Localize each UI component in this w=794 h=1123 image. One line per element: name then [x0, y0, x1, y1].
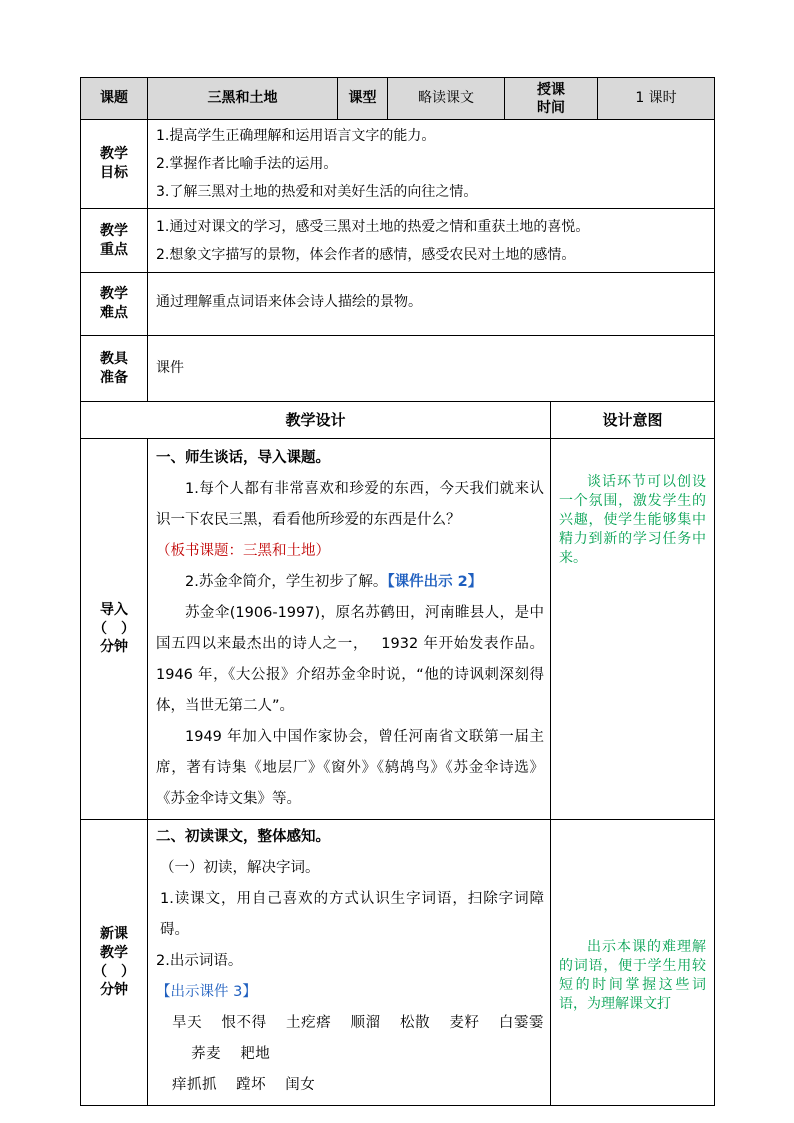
goals-label-text: 教学目标: [100, 146, 128, 181]
goal-item: 3.了解三黑对土地的热爱和对美好生活的向往之情。: [156, 184, 478, 200]
section-intro-label-line: （ ）: [93, 620, 135, 637]
design-header-row: [81, 402, 715, 439]
intent-header: 设计意图: [551, 402, 715, 439]
word: 白霎霎: [498, 1015, 545, 1031]
word: 痒抓抓: [172, 1077, 217, 1093]
section-new-sub: （一）初读，解决字词。: [160, 860, 320, 876]
section-new-label-line: （ ）: [93, 963, 135, 980]
section-intro-title: 一、师生谈话，导入课题。: [156, 450, 330, 466]
word: 恨不得: [221, 1015, 267, 1031]
key-point-item: 1.通过对课文的学习，感受三黑对土地的热爱之情和重获土地的喜悦。: [156, 218, 590, 235]
section-new-content: [148, 820, 551, 1106]
word: 蹚坏: [236, 1077, 267, 1093]
word: 荞麦: [191, 1046, 222, 1062]
section-new-label-line: 新课: [100, 925, 128, 942]
difficulties-label-text: 教学难点: [100, 286, 128, 321]
topic-label: 课题: [81, 78, 148, 120]
section-new-label-line: 教学: [100, 944, 128, 961]
section-new-p1: 1.读课文，用自己喜欢的方式认识生字词语，扫除字词障碍。: [160, 891, 544, 938]
section-intro-paragraph: [156, 567, 544, 598]
type-label: 课型: [338, 78, 388, 120]
time-value: 1 课时: [598, 78, 715, 120]
courseware-tag: 【课件出示 2】: [387, 574, 483, 590]
section-new-row: [81, 820, 715, 1106]
key-points-content: [148, 209, 715, 273]
difficulties-row: [81, 273, 715, 336]
design-header: 教学设计: [81, 402, 551, 439]
section-intro-paragraph: [156, 474, 544, 567]
section-intro-label-line: 分钟: [100, 639, 128, 656]
key-points-label-text: 教学重点: [100, 222, 128, 258]
section-intro-row: [81, 439, 715, 820]
lesson-plan-table: [80, 77, 715, 1106]
key-points-label: [81, 209, 148, 273]
section-new-label-line: 分钟: [100, 982, 128, 999]
difficulties-label: [81, 273, 148, 336]
word: 旱天: [172, 1015, 203, 1031]
author-works: 1949 年加入中国作家协会，曾任河南省文联第一届主席，著有诗集《地层厂》《窗外》《鸫鸪鸟》《苏金伞诗选》《苏金伞诗文集》等。: [156, 729, 544, 807]
goal-item: 2.掌握作者比喻手法的运用。: [156, 156, 338, 172]
section-intro-label-line: 导入: [100, 601, 128, 618]
section-new-label: [81, 820, 148, 1106]
key-point-item: 2.想象文字描写的景物，体会作者的感情，感受农民对土地的感情。: [156, 246, 576, 263]
section-intro-content: [148, 439, 551, 820]
word: 土疙瘩: [285, 1015, 332, 1031]
topic-value: 三黑和土地: [148, 78, 338, 120]
goal-item: 1.提高学生正确理解和运用语言文字的能力。: [156, 128, 436, 144]
word: 麦籽: [449, 1015, 480, 1031]
goals-label: [81, 120, 148, 209]
goals-content: [148, 120, 715, 209]
section-intro-intent: 谈话环节可以创设一个氛围，激发学生的兴趣，使学生能够集中精力到新的学习任务中来。: [551, 439, 715, 820]
word: 耙地: [240, 1046, 271, 1062]
word-list-row-1: [156, 1008, 544, 1070]
goals-row: [81, 120, 715, 209]
word: 闺女: [285, 1077, 316, 1093]
tools-label-text: 教具准备: [100, 350, 128, 386]
difficulties-content: 通过理解重点词语来体会诗人描绘的景物。: [148, 273, 715, 336]
section-new-intent: 出示本课的难理解的词语，便于学生用较短的时间掌握这些词语，为理解课文打: [551, 820, 715, 1106]
section-new-p2: 2.出示词语。: [156, 953, 243, 969]
section-new-title: 二、初读课文，整体感知。: [156, 829, 330, 845]
word: 顺溜: [350, 1015, 381, 1031]
tools-row: [81, 336, 715, 402]
courseware-tag-3: 【出示课件 3】: [156, 984, 257, 1000]
tools-content: 课件: [148, 336, 715, 402]
tools-label: [81, 336, 148, 402]
section-intro-label: [81, 439, 148, 820]
author-bio: 苏金伞(1906-1997)，原名苏鹤田，河南睢县人，是中国五四以来最杰出的诗人之一， 1932 年开始发表作品。1946 年，《大公报》介绍苏金伞时说，“他的诗讽刺深刻得体，当世无第二人”。: [156, 605, 544, 714]
blackboard-note: （板书课题：三黑和土地）: [156, 543, 330, 559]
section-intro-p1: 1.每个人都有非常喜欢和珍爱的东西，今天我们就来认识一下农民三黑，看看他所珍爱的东西是什么？: [156, 481, 544, 528]
type-value: 略读课文: [388, 78, 505, 120]
header-row: [81, 78, 715, 120]
word: 松散: [399, 1015, 431, 1031]
key-points-row: [81, 209, 715, 273]
time-label: [505, 78, 598, 120]
time-label-text: 授课时间: [537, 81, 565, 116]
word-list-row-2: [156, 1070, 544, 1101]
section-intro-p2: 2.苏金伞简介，学生初步了解。: [185, 574, 388, 590]
